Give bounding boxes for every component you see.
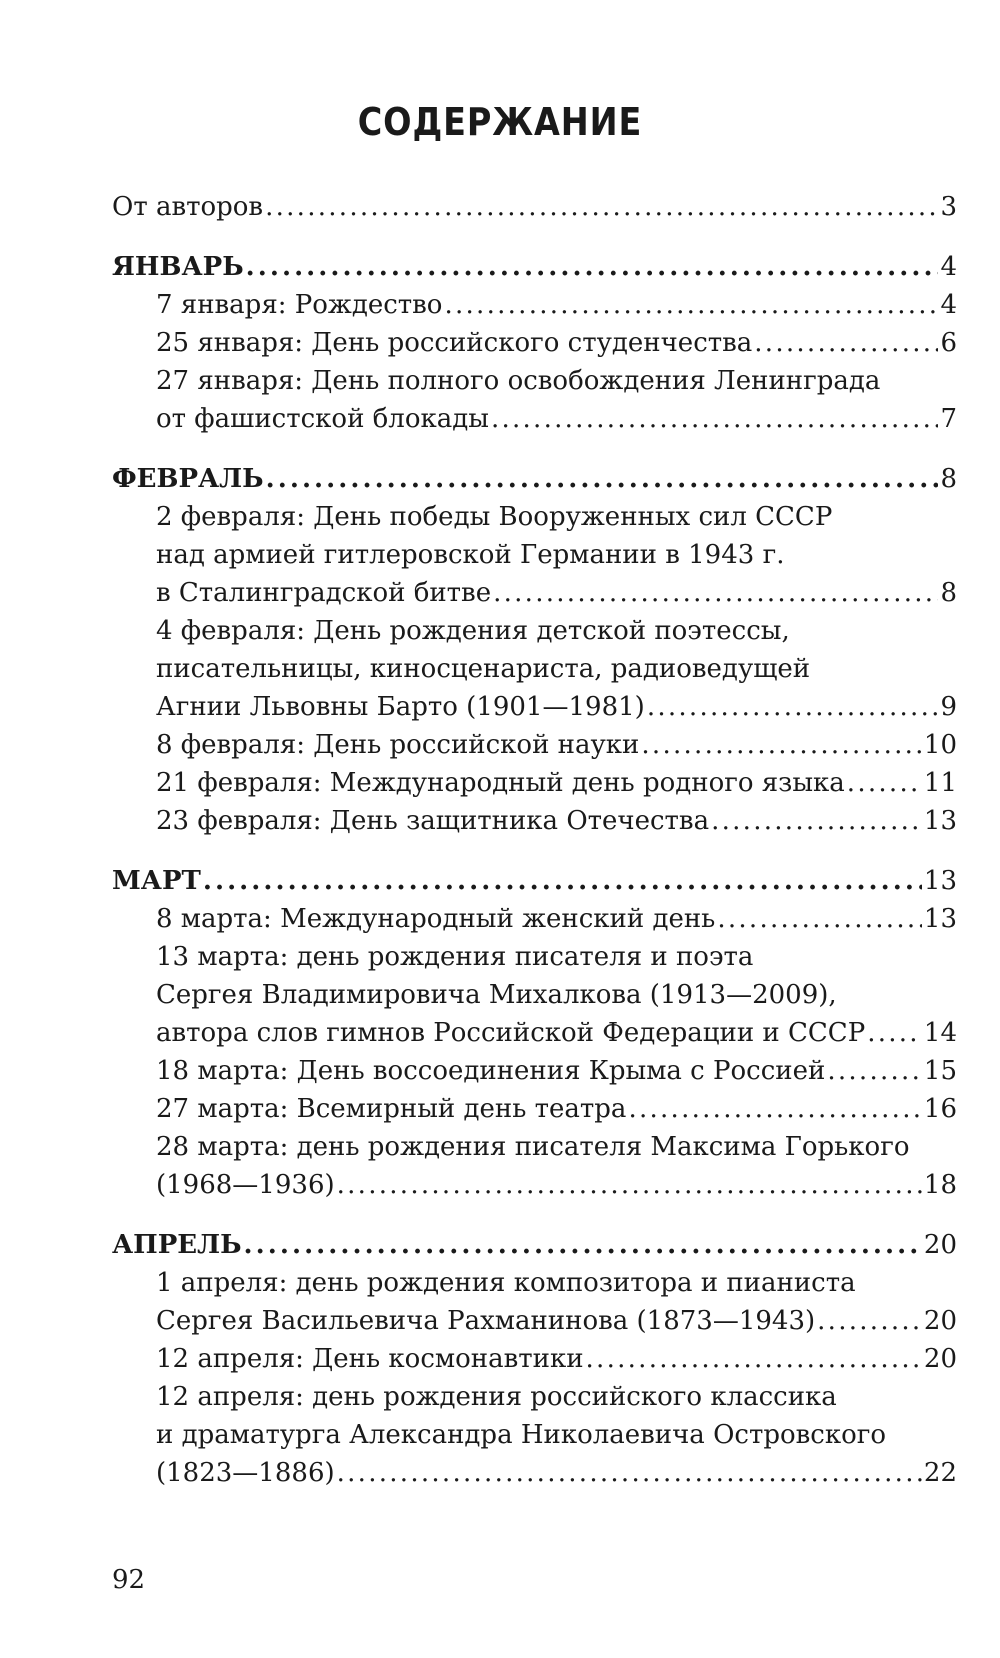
toc-page-number: 8 (940, 464, 957, 494)
toc-section[interactable] (112, 248, 957, 286)
toc-entry[interactable] (112, 1340, 957, 1378)
section-gap (112, 840, 957, 862)
toc-entry-text: Агнии Львовны Барто (1901—1981) (156, 692, 645, 722)
section-gap (112, 1204, 957, 1226)
toc-entry[interactable] (112, 1264, 957, 1340)
toc-entry-text: и драматурга Александра Николаевича Островского (156, 1420, 887, 1450)
toc-entry-text: 27 января: День полного освобождения Ленинграда (156, 366, 881, 396)
toc-entry[interactable] (112, 188, 957, 226)
dot-leader (586, 1340, 922, 1378)
dot-leader (266, 460, 939, 498)
toc-page-number: 13 (923, 866, 957, 896)
toc-entry-text: 4 февраля: День рождения детской поэтессы, (156, 616, 790, 646)
toc-page-number: 16 (923, 1094, 957, 1124)
dot-leader (337, 1166, 922, 1204)
toc-page-number: 22 (923, 1458, 957, 1488)
toc-page-number: 9 (940, 692, 957, 722)
toc-entry[interactable] (112, 726, 957, 764)
dot-leader (817, 1302, 922, 1340)
toc-entry[interactable] (112, 498, 957, 612)
toc-entry-text: 7 января: Рождество (156, 290, 443, 320)
toc-page-number: 13 (923, 806, 957, 836)
toc-entry-text: (1968—1936) (156, 1170, 335, 1200)
toc-entry-text: 12 апреля: День космонавтики (156, 1344, 584, 1374)
page-number: 92 (112, 1565, 146, 1595)
dot-leader (711, 802, 922, 840)
toc-entry[interactable] (112, 612, 957, 726)
dot-leader (444, 286, 938, 324)
toc-page-number: 20 (923, 1306, 957, 1336)
toc-page-number: 20 (923, 1344, 957, 1374)
toc-entry-text: 18 марта: День воссоединения Крыма с Россией (156, 1056, 826, 1086)
toc-page-number: 4 (940, 290, 957, 320)
dot-leader (754, 324, 938, 362)
toc-entry[interactable] (112, 1090, 957, 1128)
dot-leader (337, 1454, 922, 1492)
toc-section[interactable] (112, 862, 957, 900)
toc-entry-text: ЯНВАРЬ (112, 252, 244, 282)
toc-entry[interactable] (112, 286, 957, 324)
toc-page-number: 14 (923, 1018, 957, 1048)
toc-page-number: 7 (940, 404, 957, 434)
dot-leader (847, 764, 922, 802)
dot-leader (265, 188, 938, 226)
toc-page-number: 8 (940, 578, 957, 608)
toc-section[interactable] (112, 460, 957, 498)
toc-page-number: 6 (940, 328, 957, 358)
toc-page-number: 11 (923, 768, 957, 798)
dot-leader (641, 726, 922, 764)
toc-page-number: 18 (923, 1170, 957, 1200)
toc-entry-text: 1 апреля: день рождения композитора и пианиста (156, 1268, 856, 1298)
dot-leader (493, 574, 938, 612)
dot-leader (647, 688, 939, 726)
dot-leader (246, 248, 939, 286)
toc-entry-text: АПРЕЛЬ (112, 1230, 242, 1260)
toc-entry-text: 27 марта: Всемирный день театра (156, 1094, 627, 1124)
dot-leader (491, 400, 939, 438)
dot-leader (203, 862, 922, 900)
toc-entry[interactable] (112, 324, 957, 362)
toc-page-number: 20 (923, 1230, 957, 1260)
toc-entry-text: от фашистской блокады (156, 404, 489, 434)
toc-entry[interactable] (112, 802, 957, 840)
toc-entry-text: 23 февраля: День защитника Отечества (156, 806, 710, 836)
toc-entry-text: От авторов (112, 192, 264, 222)
dot-leader (867, 1014, 922, 1052)
toc-entry-text: 21 февраля: Международный день родного языка (156, 768, 845, 798)
toc-entry-text: 2 февраля: День победы Вооруженных сил СССР (156, 502, 833, 532)
toc-section[interactable] (112, 1226, 957, 1264)
section-gap (112, 226, 957, 248)
toc-entry-text: Сергея Владимировича Михалкова (1913—2009), (156, 980, 837, 1010)
toc-page-number: 10 (923, 730, 957, 760)
page-title: СОДЕРЖАНИЕ (357, 100, 643, 144)
toc-entry-text: 8 марта: Международный женский день (156, 904, 716, 934)
toc-page-number: 3 (940, 192, 957, 222)
toc-entry[interactable] (112, 938, 957, 1052)
toc-entry-text: МАРТ (112, 866, 201, 896)
dot-leader (628, 1090, 921, 1128)
toc-entry-text: 12 апреля: день рождения российского классика (156, 1382, 837, 1412)
toc-entry-text: над армией гитлеровской Германии в 1943 г. (156, 540, 785, 570)
toc-entry-text: ФЕВРАЛЬ (112, 464, 264, 494)
dot-leader (717, 900, 922, 938)
toc-entry-text: в Сталинградской битве (156, 578, 492, 608)
toc-page-number: 13 (923, 904, 957, 934)
toc-entry-text: писательницы, киносценариста, радиоведущей (156, 654, 811, 684)
toc-page-number: 15 (923, 1056, 957, 1086)
table-of-contents (112, 188, 957, 1492)
toc-entry-text: 13 марта: день рождения писателя и поэта (156, 942, 754, 972)
dot-leader (827, 1052, 922, 1090)
toc-entry-text: (1823—1886) (156, 1458, 335, 1488)
toc-entry-text: 8 февраля: День российской науки (156, 730, 640, 760)
toc-entry[interactable] (112, 764, 957, 802)
section-gap (112, 438, 957, 460)
toc-entry-text: 25 января: День российского студенчества (156, 328, 753, 358)
toc-entry[interactable] (112, 900, 957, 938)
toc-entry-text: 28 марта: день рождения писателя Максима Горького (156, 1132, 910, 1162)
dot-leader (244, 1226, 922, 1264)
toc-entry[interactable] (112, 1378, 957, 1492)
toc-page-number: 4 (940, 252, 957, 282)
toc-entry-text: автора слов гимнов Российской Федерации и СССР (156, 1018, 866, 1048)
toc-entry[interactable] (112, 1128, 957, 1204)
toc-entry-text: Сергея Васильевича Рахманинова (1873—1943) (156, 1306, 816, 1336)
toc-entry[interactable] (112, 362, 957, 438)
toc-entry[interactable] (112, 1052, 957, 1090)
